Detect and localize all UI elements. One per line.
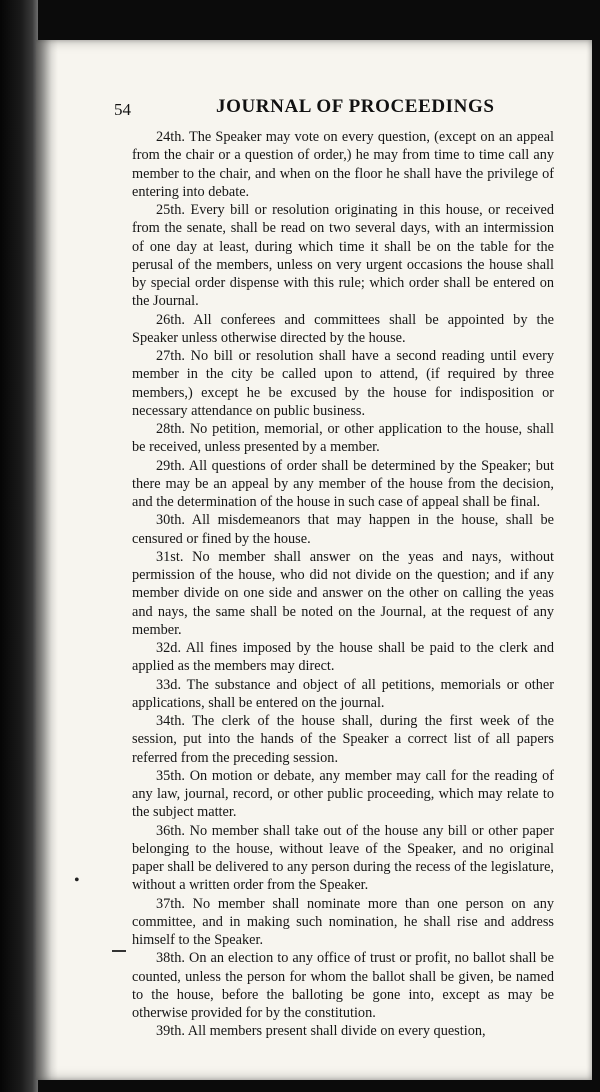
binding-gutter [0, 0, 38, 1092]
page-header [76, 96, 566, 120]
rule-paragraph: 26th. All conferees and committees shall be appointed by the Speaker unless otherwise directed by the house. [132, 311, 554, 346]
rule-paragraph: 27th. No bill or resolution shall have a second reading until every member in the city be called upon to attend, (if required by three members,) except he be excused by the house for indisposition or necessary attendance on public business. [132, 348, 554, 419]
page-number: 54 [114, 100, 131, 119]
rule-paragraph: 29th. All questions of order shall be determined by the Speaker; but there may be an appeal by any member of the house from the decision, and the determination of the house in such case of appeal shall be final. [132, 457, 554, 510]
rule-paragraph: 38th. On an election to any office of trust or profit, no ballot shall be counted, unless the person for whom the ballot shall be given, be named to the house, before the balloting be gone into, except as may be otherwise provided for by the constitution. [132, 950, 554, 1021]
rule-paragraph: 37th. No member shall nominate more than one person on any committee, and in making such nomination, he shall rise and address himself to the Speaker. [132, 895, 554, 948]
rule-paragraph: 39th. All members present shall divide on every question, [156, 1023, 486, 1040]
margin-mark: • [74, 872, 80, 889]
rule-paragraph: 35th. On motion or debate, any member may call for the reading of any law, journal, record, or other public proceeding, which may relate to the subject matter. [132, 767, 554, 821]
rule-paragraph: 32d. All fines imposed by the house shall be paid to the clerk and applied as the members may direct. [132, 640, 554, 675]
rules-text [132, 128, 554, 1041]
rule-paragraph: 31st. No member shall answer on the yeas and nays, without permission of the house, who did not divide on the question; and if any member divide on one side and answer on the other on calling the yeas and nays, the same shall be noted on the Journal, at the request of any member. [132, 548, 554, 638]
rule-paragraph: 34th. The clerk of the house shall, during the first week of the session, put into the hands of the Speaker a correct list of all papers referred from the preceding session. [132, 713, 554, 766]
rule-paragraph: 24th. The Speaker may vote on every question, (except on an appeal from the chair or a question of order,) he may from time to time call any member to the chair, and when on the floor he shall have the privilege of entering into debate. [132, 129, 554, 200]
margin-dash [112, 950, 126, 952]
rule-paragraph: 36th. No member shall take out of the house any bill or other paper belonging to the house, without leave of the Speaker, and no original paper shall be delivered to any person during the recess of the legislature, without a written order from the Speaker. [132, 822, 554, 894]
rule-paragraph: 30th. All misdemeanors that may happen in the house, shall be censured or fined by the house. [132, 512, 554, 547]
rule-paragraph: 25th. Every bill or resolution originating in this house, or received from the senate, shall be read on two several days, with an intermission of one day at least, during which time it shall be on the table for the perusal of the members, unless on very urgent occasions the house shall by special order dispense with this rule; which order shall be entered on the Journal. [132, 202, 554, 310]
rule-paragraph: 28th. No petition, memorial, or other application to the house, shall be received, unless presented by a member. [132, 421, 554, 456]
running-title: JOURNAL OF PROCEEDINGS [216, 96, 495, 117]
rule-paragraph: 33d. The substance and object of all petitions, memorials or other applications, shall be entered on the journal. [132, 676, 554, 711]
